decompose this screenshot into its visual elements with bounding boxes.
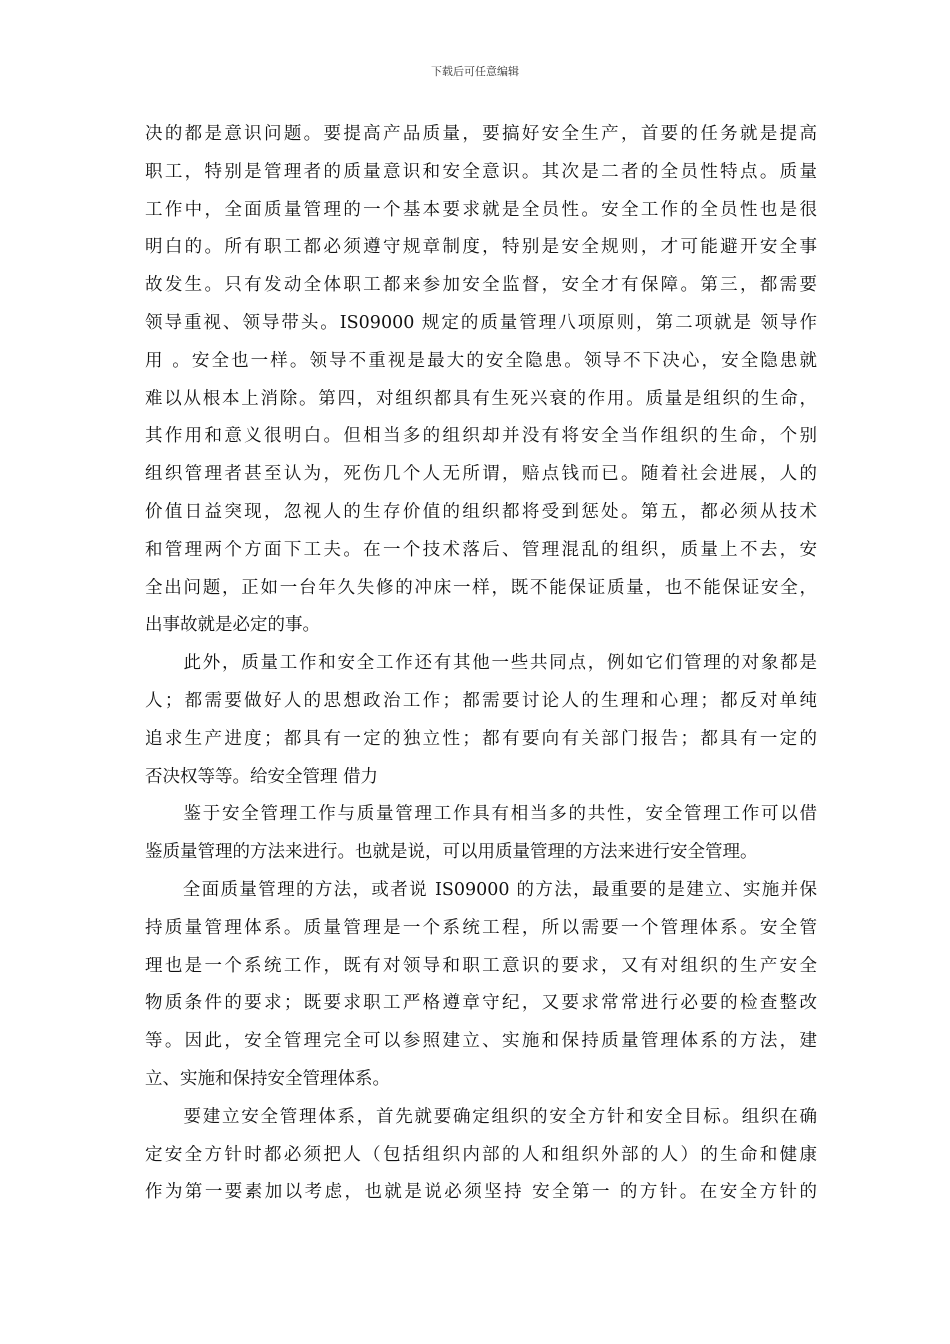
text-line: 用 。安全也一样。领导不重视是最大的安全隐患。领导不下决心，安全隐患就: [145, 350, 817, 371]
text-line: 和管理两个方面下工夫。在一个技术落后、管理混乱的组织，质量上不去，安: [145, 539, 817, 560]
text-line: 作为第一要素加以考虑，也就是说必须坚持 安全第一 的方针。在安全方针的: [145, 1182, 817, 1203]
text-line: 工作中，全面质量管理的一个基本要求就是全员性。安全工作的全员性也是很: [145, 199, 817, 220]
text-line: 持质量管理体系。质量管理是一个系统工程，所以需要一个管理体系。安全管: [145, 917, 817, 938]
text-line: 明白的。所有职工都必须遵守规章制度，特别是安全规则，才可能避开安全事: [145, 237, 817, 258]
text-line: 领导重视、领导带头。IS09000 规定的质量管理八项原则，第二项就是 领导作: [145, 312, 817, 333]
text-line: 组织管理者甚至认为，死伤几个人无所谓，赔点钱而已。随着社会进展，人的: [145, 464, 817, 485]
text-line: 等。因此，安全管理完全可以参照建立、实施和保持质量管理体系的方法，建: [145, 1031, 817, 1052]
text-line: 故发生。只有发动全体职工都来参加安全监督，安全才有保障。第三，都需要: [145, 275, 817, 296]
page-header: 下载后可任意编辑: [431, 65, 519, 78]
text-line: 要建立安全管理体系，首先就要确定组织的安全方针和安全目标。组织在确: [145, 1106, 817, 1127]
paragraph-2: [145, 645, 817, 796]
text-line: 立、实施和保持安全管理体系。: [145, 1068, 390, 1089]
text-line: 决的都是意识问题。要提高产品质量，要搞好安全生产，首要的任务就是提高: [145, 124, 817, 144]
paragraph-5: [145, 1099, 817, 1212]
document-body: [145, 116, 817, 1212]
text-line: 理也是一个系统工作，既有对领导和职工意识的要求，又有对组织的生产安全: [145, 955, 817, 976]
text-line: 职工，特别是管理者的质量意识和安全意识。其次是二者的全员性特点。质量: [145, 161, 817, 182]
paragraph-4: [145, 872, 817, 1099]
text-line: 定安全方针时都必须把人（包括组织内部的人和组织外部的人）的生命和健康: [145, 1144, 817, 1165]
text-line: 追求生产进度；都具有一定的独立性；都有要向有关部门报告；都具有一定的: [145, 728, 817, 749]
text-line: 物质条件的要求；既要求职工严格遵章守纪，又要求常常进行必要的检查整改: [145, 993, 817, 1014]
text-line: 全出问题，正如一台年久失修的冲床一样，既不能保证质量，也不能保证安全，: [145, 577, 817, 598]
paragraph-1: [145, 116, 817, 645]
text-line: 出事故就是必定的事。: [145, 615, 320, 636]
text-line: 否决权等等。给安全管理 借力: [145, 766, 379, 787]
text-line: 价值日益突现，忽视人的生存价值的组织都将受到惩处。第五，都必须从技术: [145, 501, 817, 522]
paragraph-3: [145, 796, 817, 872]
text-line: 全面质量管理的方法，或者说 IS09000 的方法，最重要的是建立、实施并保: [145, 879, 817, 900]
text-line: 其作用和意义很明白。但相当多的组织却并没有将安全当作组织的生命，个别: [145, 426, 817, 447]
text-line: 难以从根本上消除。第四，对组织都具有生死兴衰的作用。质量是组织的生命，: [145, 388, 817, 409]
text-line: 人；都需要做好人的思想政治工作；都需要讨论人的生理和心理；都反对单纯: [145, 690, 817, 711]
text-line: 鉴于安全管理工作与质量管理工作具有相当多的共性，安全管理工作可以借: [145, 804, 817, 825]
text-line: 鉴质量管理的方法来进行。也就是说，可以用质量管理的方法来进行安全管理。: [145, 842, 758, 863]
text-line: 此外，质量工作和安全工作还有其他一些共同点，例如它们管理的对象都是: [145, 653, 817, 674]
